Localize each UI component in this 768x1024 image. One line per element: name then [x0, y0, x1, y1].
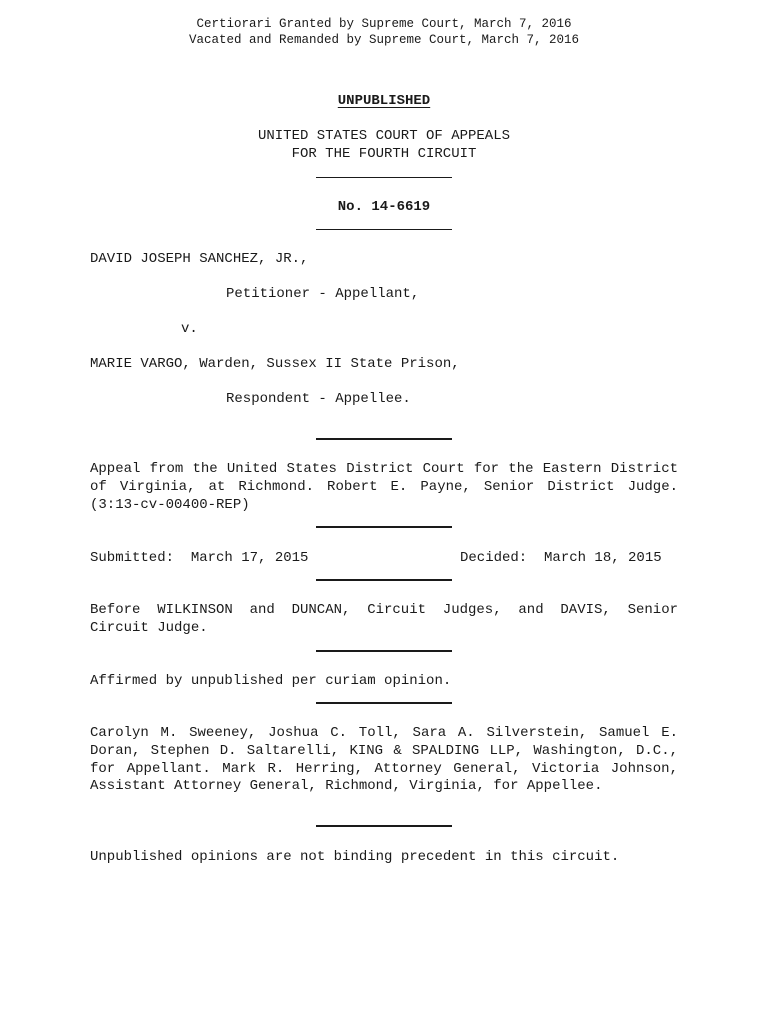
disposition: Affirmed by unpublished per curiam opinion.	[90, 673, 452, 689]
divider	[316, 702, 452, 704]
counsel-paragraph: Carolyn M. Sweeney, Joshua C. Toll, Sara A. Silverstein, Samuel E. Doran, Stephen D. Saltarelli, KING & SPALDING LLP, Washington, D.C., for Appellant. Mark R. Herring, Attorney General, Victoria Johnson, Assistant Attorney General, Richmond, Virginia, for Appellee.	[90, 725, 678, 795]
divider	[316, 177, 452, 178]
appeal-paragraph: Appeal from the United States District Court for the Eastern District of Virginia, at Richmond. Robert E. Payne, Senior District Judge. (3:13-cv-00400-REP)	[90, 461, 678, 513]
divider	[316, 229, 452, 230]
petitioner-name: DAVID JOSEPH SANCHEZ, JR.,	[90, 251, 309, 267]
submitted-date: Submitted: March 17, 2015	[90, 550, 309, 566]
certiorari-note: Certiorari Granted by Supreme Court, March 7, 2016	[196, 17, 572, 31]
unpublished-label: UNPUBLISHED	[337, 93, 431, 109]
panel-paragraph: Before WILKINSON and DUNCAN, Circuit Judges, and DAVIS, Senior Circuit Judge.	[90, 602, 678, 636]
versus: v.	[181, 321, 198, 337]
case-number: No. 14-6619	[337, 199, 431, 215]
vacated-note: Vacated and Remanded by Supreme Court, March 7, 2016	[188, 33, 580, 47]
divider	[316, 579, 452, 581]
divider	[316, 438, 452, 440]
divider	[316, 650, 452, 652]
court-name-line2: FOR THE FOURTH CIRCUIT	[291, 146, 477, 162]
divider	[316, 526, 452, 528]
respondent-name: MARIE VARGO, Warden, Sussex II State Prison,	[90, 356, 460, 372]
decided-date: Decided: March 18, 2015	[460, 550, 662, 566]
unpublished-heading	[0, 92, 768, 110]
petitioner-role: Petitioner - Appellant,	[226, 286, 420, 302]
precedent-note: Unpublished opinions are not binding precedent in this circuit.	[90, 849, 620, 865]
divider	[316, 825, 452, 827]
respondent-role: Respondent - Appellee.	[226, 391, 411, 407]
court-name-line1: UNITED STATES COURT OF APPEALS	[257, 128, 511, 144]
